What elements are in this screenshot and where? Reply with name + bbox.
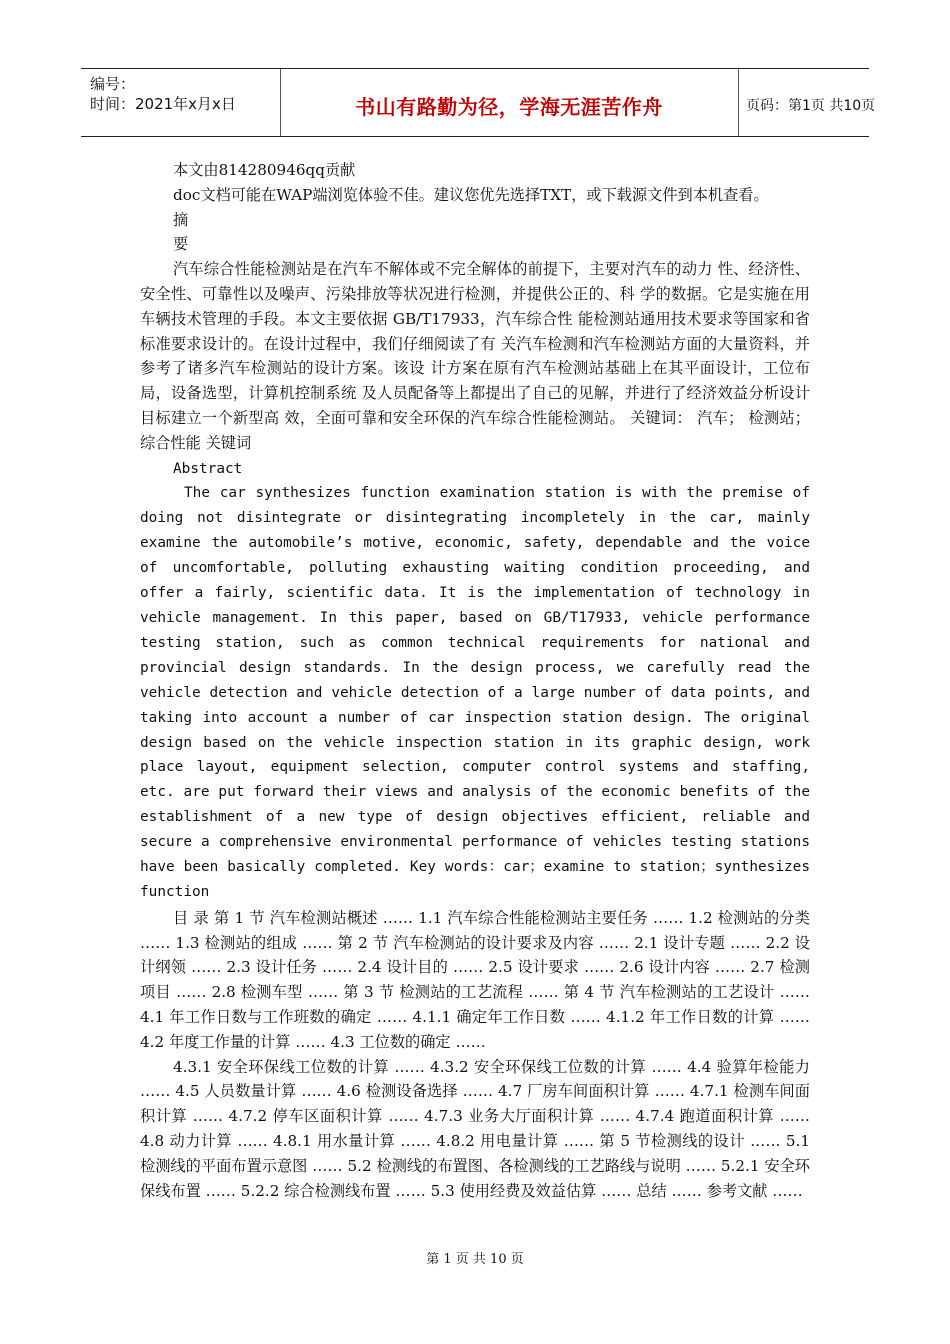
page-footer: 第 1 页 共 10 页 [426,1252,524,1267]
document-body [140,158,810,1203]
toc-paragraph-1: 目 录 第 1 节 汽车检测站概述 …… 1.1 汽车综合性能检测站主要任务 …… 1.2 检测站的分类 …… 1.3 检测站的组成 …… 第 2 节 汽车检测站的设计要求及内容 …… 2.1 设计专题 …… 2.2 设计纲领 …… 2.3 设计任务 …… 2.4 设计目的 …… 2.5 设计要求 …… 2.6 设计内容 …… 2.7 检测项目 …… 2.8 检测车型 …… 第 3 节 检测站的工艺流程 …… 第 4 节 汽车检测站的工艺设计 …… 4.1 年工作日数与工作班数的确定 …… 4.1.1 确定年工作日数 …… 4.1.2 年工作日数的计算 …… 4.2 年度工作量的计算 …… 4.3 工位数的确定 …… [140,908,810,1051]
abstract-en-heading: Abstract [173,460,243,477]
header-meta-cell [81,69,281,136]
abstract-heading-char-1: 摘 [173,210,189,229]
number-label: 编号： [90,75,136,93]
abstract-en-paragraph: The car synthesizes function examination station is with the premise of doing not disintegrate or disintegrating incompletely in the car, mainly examine the automobile’s motive, economic, safety, dependable and the voice of uncomfortable, polluting exhausting waiting condition proceeding, and offer a fairly, scientific data. It is the implementation of technology in vehicle management. In this paper, based on GB/T17933, vehicle performance testing station, such as common technical requirements for national and provincial design standards. In the design process, we carefully read the vehicle detection and vehicle detection of a large number of data points, and taking into account a number of car inspection station design. The original design based on the vehicle inspection station in its graphic design, work place layout, equipment selection, computer control systems and staffing, etc. are put forward their views and analysis of the economic benefits of the establishment of a new type of design objectives efficient, reliable and secure a comprehensive environmental performance of vehicles testing stations have been basically completed. Key words：car；examine to station；synthesizes function [140,485,810,900]
header-table [81,68,876,137]
page-info: 页码：第1页 共10页 [746,98,876,114]
header-page-cell [738,69,876,136]
contributor-line: 本文由814280946qq贡献 [173,161,356,179]
abstract-cn-paragraph: 汽车综合性能检测站是在汽车不解体或不完全解体的前提下，主要对汽车的动力 性、经济性、安全性、可靠性以及噪声、污染排放等状况进行检测，并提供公正的、科 学的数据。它是实施在用车辆技术管理的手段。本文主要依据 GB/T17933，汽车综合性 能检测站通用技术要求等国家和省标准要求设计的。在设计过程中，我们仔细阅读了有 关汽车检测和汽车检测站方面的大量资料，并参考了诸多汽车检测站的设计方案。该设 计方案在原有汽车检测站基础上在其平面设计，工位布局，设备选型，计算机控制系统 及人员配备等上都提出了自己的见解，并进行了经济效益分析设计目标建立一个新型高 效，全面可靠和安全环保的汽车综合性能检测站。 关键词： 汽车； 检测站； 综合性能 关键词 [140,260,810,452]
motto-text: 书山有路勤为径，学海无涯苦作舟 [355,95,663,119]
notice-line: doc文档可能在WAP端浏览体验不佳。建议您优先选择TXT，或下载源文件到本机查看。 [173,185,769,204]
abstract-heading-char-2: 要 [173,235,189,254]
header-motto-cell [280,69,739,136]
time-label: 时间：2021年x月x日 [90,95,236,113]
toc-paragraph-2: 4.3.1 安全环保线工位数的计算 …… 4.3.2 安全环保线工位数的计算 …… 4.4 验算年检能力 …… 4.5 人员数量计算 …… 4.6 检测设备选择 …… 4.7 厂房车间面积计算 …… 4.7.1 检测车间面积计算 …… 4.7.2 停车区面积计算 …… 4.7.3 业务大厅面积计算 …… 4.7.4 跑道面积计算 …… 4.8 动力计算 …… 4.8.1 用水量计算 …… 4.8.2 用电量计算 …… 第 5 节检测线的设计 …… 5.1 检测线的平面布置示意图 …… 5.2 检测线的布置图、各检测线的工艺路线与说明 …… 5.2.1 安全环保线布置 …… 5.2.2 综合检测线布置 …… 5.3 使用经费及效益估算 …… 总结 …… 参考文献 …… [140,1057,810,1200]
